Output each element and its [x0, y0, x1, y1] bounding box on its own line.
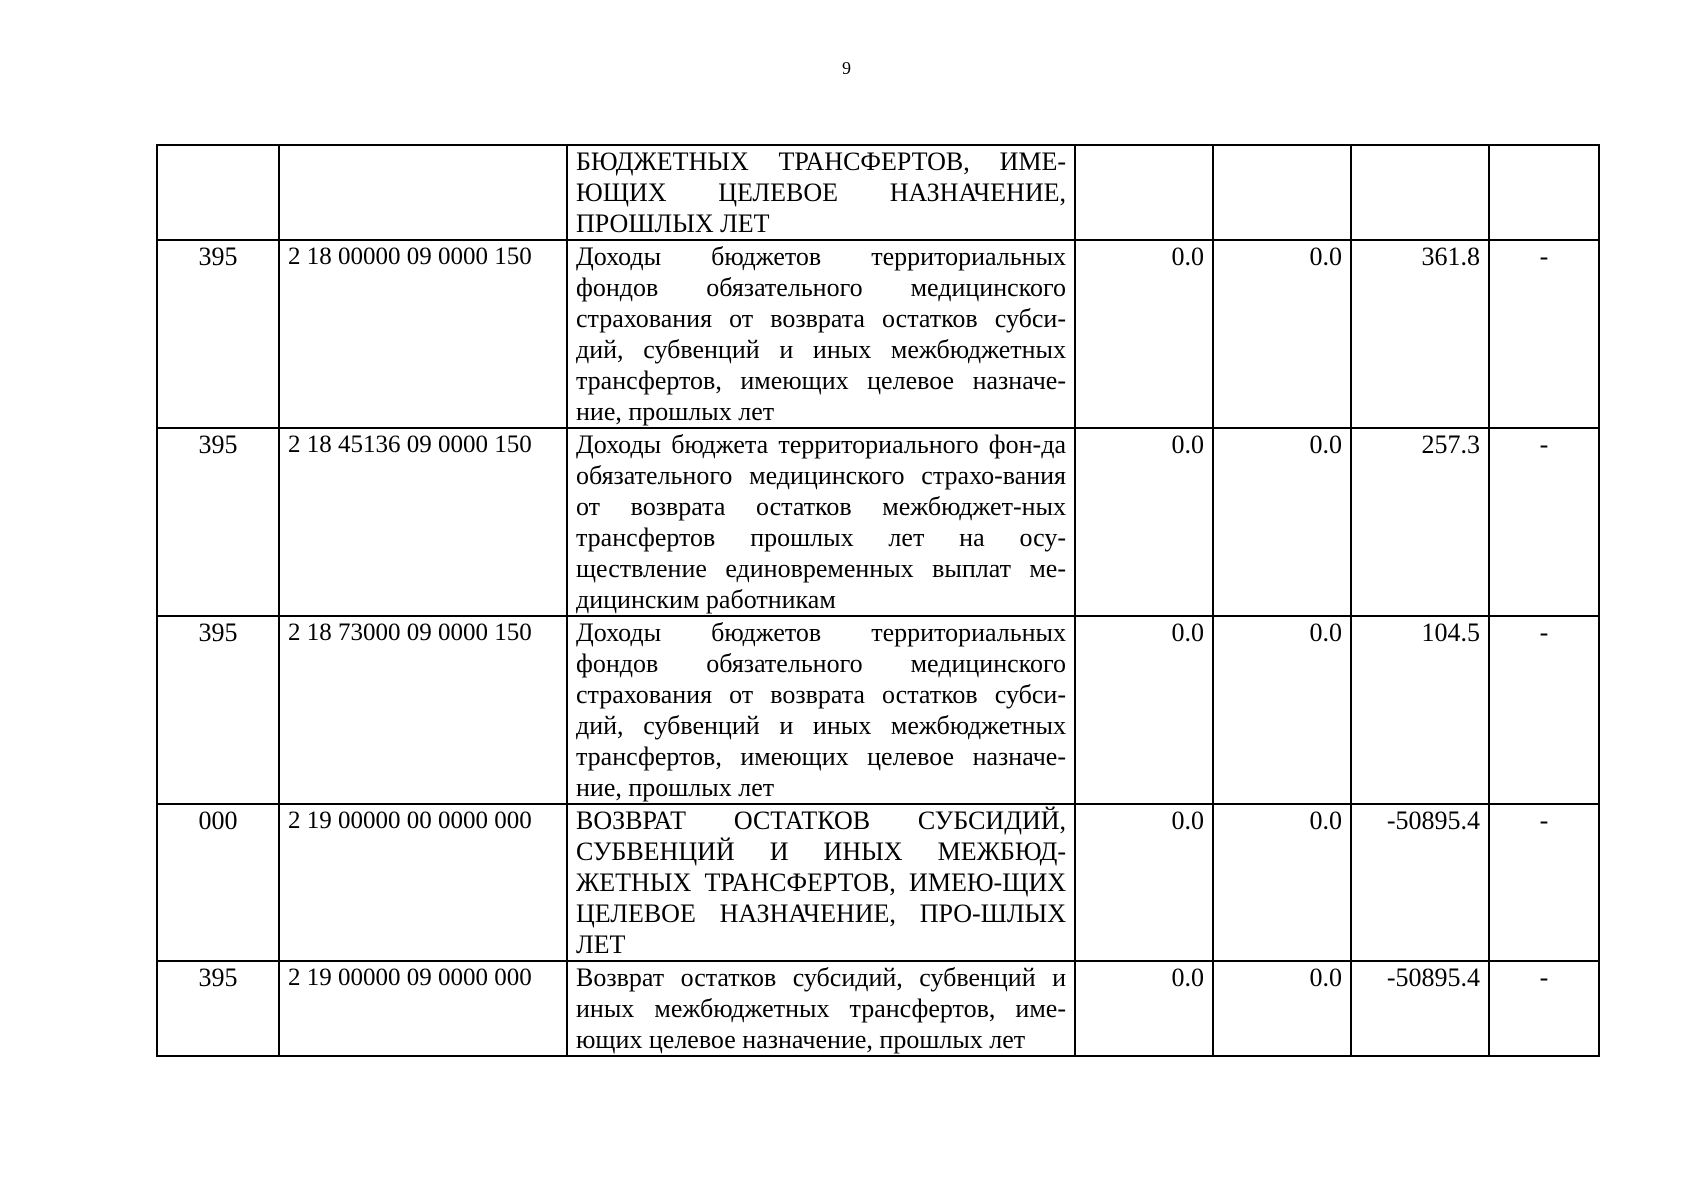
budget-code-cell: 2 18 00000 09 0000 150 — [279, 240, 567, 428]
value-1-cell: 0.0 — [1075, 804, 1213, 961]
admin-code-cell: 395 — [157, 616, 279, 804]
value-1-cell: 0.0 — [1075, 428, 1213, 616]
value-3-cell: -50895.4 — [1351, 961, 1489, 1056]
value-4-cell: - — [1489, 240, 1599, 428]
value-4-cell: - — [1489, 961, 1599, 1056]
table-row — [157, 616, 1599, 804]
value-2-cell: 0.0 — [1213, 616, 1351, 804]
table-row — [157, 428, 1599, 616]
value-1-cell: 0.0 — [1075, 240, 1213, 428]
value-3-cell — [1351, 145, 1489, 240]
value-2-cell: 0.0 — [1213, 804, 1351, 961]
admin-code-cell: 395 — [157, 428, 279, 616]
value-3-cell: -50895.4 — [1351, 804, 1489, 961]
value-4-cell: - — [1489, 428, 1599, 616]
value-1-cell: 0.0 — [1075, 616, 1213, 804]
revenue-name-cell: Доходы бюджетов территориальных фондов обязательного медицинского страхования от возврата остатков субси-дий, субвенций и иных межбюджетных трансфертов, имеющих целевое назначе-ние, прошлых лет — [567, 616, 1075, 804]
value-3-cell: 257.3 — [1351, 428, 1489, 616]
value-2-cell: 0.0 — [1213, 240, 1351, 428]
value-3-cell: 104.5 — [1351, 616, 1489, 804]
value-3-cell: 361.8 — [1351, 240, 1489, 428]
budget-code-cell: 2 19 00000 09 0000 000 — [279, 961, 567, 1056]
value-2-cell: 0.0 — [1213, 428, 1351, 616]
revenue-name-cell: БЮДЖЕТНЫХ ТРАНСФЕРТОВ, ИМЕ-ЮЩИХ ЦЕЛЕВОЕ НАЗНАЧЕНИЕ, ПРОШЛЫХ ЛЕТ — [567, 145, 1075, 240]
value-1-cell — [1075, 145, 1213, 240]
revenue-name-cell: Доходы бюджетов территориальных фондов обязательного медицинского страхования от возврата остатков субси-дий, субвенций и иных межбюджетных трансфертов, имеющих целевое назначе-ние, прошлых лет — [567, 240, 1075, 428]
admin-code-cell: 000 — [157, 804, 279, 961]
value-4-cell — [1489, 145, 1599, 240]
page-number: 9 — [842, 58, 851, 78]
table-row — [157, 240, 1599, 428]
budget-code-cell: 2 18 73000 09 0000 150 — [279, 616, 567, 804]
admin-code-cell: 395 — [157, 961, 279, 1056]
value-4-cell: - — [1489, 804, 1599, 961]
budget-revenue-table — [156, 144, 1600, 1057]
admin-code-cell — [157, 145, 279, 240]
admin-code-cell: 395 — [157, 240, 279, 428]
value-4-cell: - — [1489, 616, 1599, 804]
table-row — [157, 961, 1599, 1056]
revenue-name-cell: Возврат остатков субсидий, субвенций и иных межбюджетных трансфертов, име-ющих целевое назначение, прошлых лет — [567, 961, 1075, 1056]
table-row — [157, 145, 1599, 240]
revenue-name-cell: Доходы бюджета территориального фон-да обязательного медицинского страхо-вания от возврата остатков межбюджет-ных трансфертов прошлых лет на осу-ществление единовременных выплат ме-дицинским работникам — [567, 428, 1075, 616]
budget-code-cell — [279, 145, 567, 240]
revenue-name-cell: ВОЗВРАТ ОСТАТКОВ СУБСИДИЙ, СУБВЕНЦИЙ И ИНЫХ МЕЖБЮД-ЖЕТНЫХ ТРАНСФЕРТОВ, ИМЕЮ-ЩИХ ЦЕЛЕВОЕ НАЗНАЧЕНИЕ, ПРО-ШЛЫХ ЛЕТ — [567, 804, 1075, 961]
table-row — [157, 804, 1599, 961]
budget-code-cell: 2 19 00000 00 0000 000 — [279, 804, 567, 961]
value-2-cell: 0.0 — [1213, 961, 1351, 1056]
value-1-cell: 0.0 — [1075, 961, 1213, 1056]
value-2-cell — [1213, 145, 1351, 240]
budget-code-cell: 2 18 45136 09 0000 150 — [279, 428, 567, 616]
